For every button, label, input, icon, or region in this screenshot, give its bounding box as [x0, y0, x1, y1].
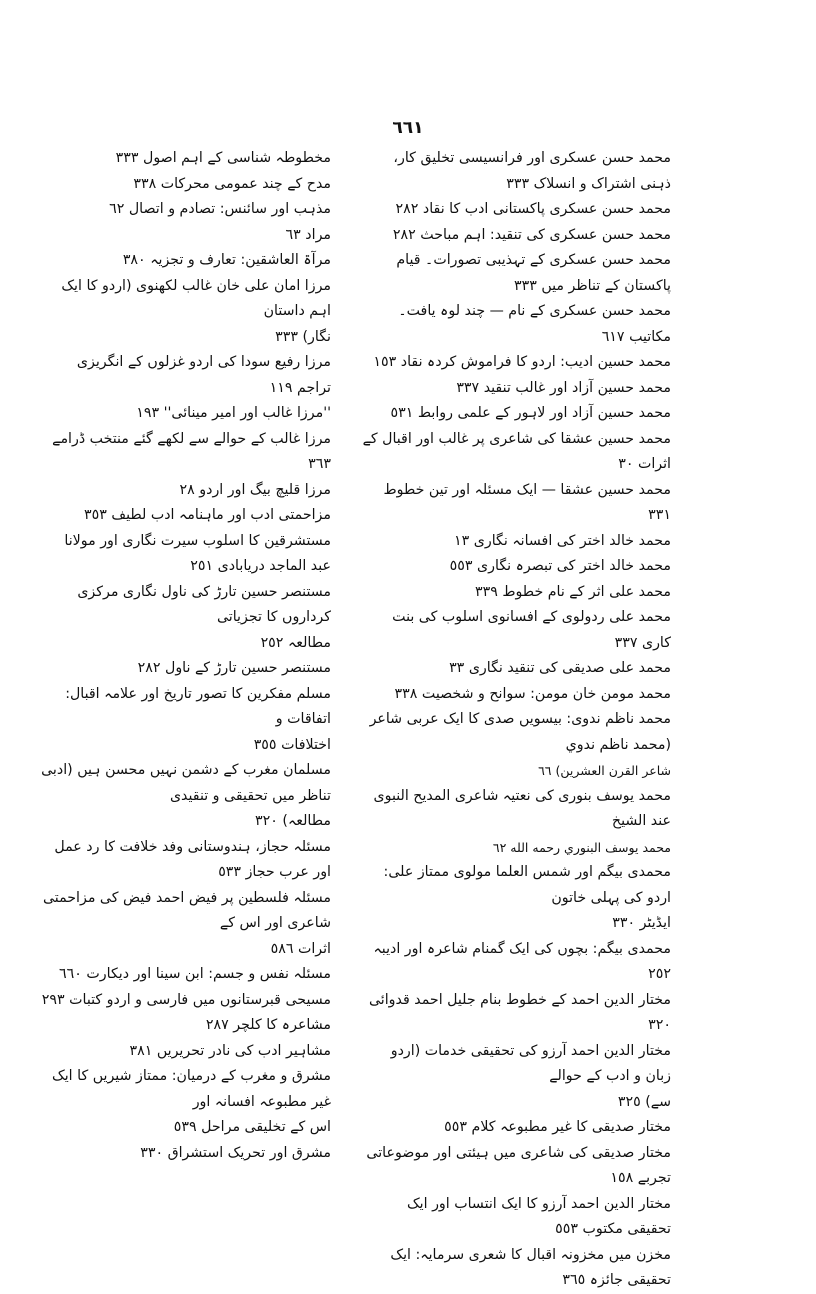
index-entry-continuation: اختلافات ٣٥٥ [253, 736, 331, 753]
index-entry: محمد حسن عسکری کی تنقید: اہم مباحث ٢٨٢ [392, 226, 671, 243]
index-entry: مشرق اور تحریک استشراق ٣٣٠ [140, 1144, 331, 1161]
index-entry: ''مرزا غالب اور امیر مینائی'' ١٩٣ [136, 405, 331, 421]
index-entry: محمد خالد اختر کی تبصرہ نگاری ٥٥٣ [449, 558, 671, 574]
index-entry: مشرق و مغرب کے درمیان: ممتاز شیریں کا ایک غیر مطبوعہ افسانہ اور [52, 1068, 331, 1110]
index-entry: مختار الدین احمد کے خطوط بنام جلیل احمد قدوائی ٣٢٠ [368, 991, 671, 1033]
index-entry: محمد مومن خان مومن: سوانح و شخصیت ٣٣٨ [394, 685, 671, 702]
index-entry: مشاعرہ کا کلچر ٢٨٧ [205, 1017, 331, 1033]
index-entry: مسیحی قبرستانوں میں فارسی و اردو کتبات ٢٩٣ [41, 991, 331, 1008]
index-entry: مستنصر حسین تارڑ کی ناول نگاری مرکزی کرداروں کا تجزیاتی [77, 583, 331, 625]
index-entry: محمد یوسف بنوری کی نعتیہ شاعری المدیح النبوی عند الشیخ [373, 787, 671, 829]
index-entry: مرزا غالب کے حوالے سے لکھے گئے منتخب ڈرامے ٣٦٣ [52, 430, 331, 472]
index-entry: مختار صدیقی کا غیر مطبوعہ کلام ٥٥٣ [444, 1119, 671, 1135]
index-column-left [41, 146, 331, 1166]
index-entry: مسئلہ فلسطین پر فیض احمد فیض کی مزاحمتی شاعری اور اس کے [42, 889, 331, 931]
index-entry: مدح کے چند عمومی محرکات ٣٣٨ [133, 175, 331, 192]
index-entry-continuation: شاعر القرن العشرين) ٦٦ [538, 763, 671, 778]
index-entry: مسلم مفکرین کا تصور تاریخ اور علامہ اقبال: اتفاقات و [65, 685, 331, 727]
index-entry-continuation: محمد يوسف البنوري رحمه الله ٦٢ [492, 839, 671, 855]
index-entry: مشاہیر ادب کی نادر تحریریں ٣٨١ [129, 1042, 331, 1059]
index-entry: محمد حسن عسکری کے نام — چند لوہ یافت۔ مکاتیب ٦١٧ [398, 303, 671, 345]
index-column-right [361, 146, 671, 1294]
index-entry-continuation: ایڈیٹر ٣٣٠ [612, 915, 671, 931]
index-entry: محمد حسین آزاد اور لاہور کے علمی روابط ٥٣١ [390, 405, 671, 421]
index-entry: محمد حسن عسکری پاکستانی ادب کا نقاد ٢٨٢ [395, 201, 671, 217]
index-entry: محمدی بیگم اور شمس العلما مولوی ممتاز علی: اردو کی پہلی خاتون [383, 864, 671, 906]
index-entry: محمد حسین آزاد اور غالب تنقید ٣٣٧ [456, 379, 671, 396]
index-entry: مسئلہ نفس و جسم: ابن سینا اور دیکارت ٦٦٠ [59, 966, 331, 982]
index-entry: مخزن میں مخزونہ اقبال کا شعری سرمایہ: ایک تحقیقی جائزہ ٣٦٥ [390, 1246, 671, 1288]
index-entry: مراد ٦٣ [285, 226, 331, 243]
index-entry: محمد علی صدیقی کی تنقید نگاری ٣٣ [449, 660, 671, 676]
index-entry: محمد ناظم ندوی: بیسویں صدی کا ایک عربی شاعر (محمد ناظم ندوي [369, 711, 671, 753]
index-entry: محمد حسین عشقا کی شاعری پر غالب اور اقبال کے اثرات ٣٠ [362, 430, 671, 472]
index-entry: محمد حسن عسکری کے تہذیبی تصورات۔ قیام پاکستان کے تناظر میں ٣٣٣ [396, 252, 671, 294]
index-entry-continuation: اس کے تخلیقی مراحل ٥٣٩ [173, 1119, 331, 1135]
index-entry: مرآۃ العاشقین: تعارف و تجزیہ ٣٨٠ [122, 252, 331, 268]
index-entry: محمد حسن عسکری اور فرانسیسی تخلیق کار، ذہنی اشتراک و انسلاک ٣٣٣ [393, 150, 671, 192]
index-entry-continuation: سے) ٣٢٥ [617, 1093, 671, 1110]
index-entry: محمد حسین ادیب: اردو کا فراموش کردہ نقاد ١٥٣ [373, 354, 671, 370]
index-entry: مختار صدیقی کی شاعری میں ہیئتی اور موضوعاتی تجربے ١٥٨ [366, 1144, 671, 1186]
index-entry: محمد علی اثر کے نام خطوط ٣٣٩ [474, 583, 671, 600]
index-entry: مرزا قلیچ بیگ اور اردو ٢٨ [179, 481, 331, 498]
index-entry: مرزا امان علی خان غالب لکھنوی (اردو کا ایک اہم داستان [61, 277, 331, 319]
index-entry-continuation: نگار) ٣٣٣ [275, 328, 331, 345]
index-entry: محمدی بیگم: بچوں کی ایک گمنام شاعرہ اور ادیبہ ٢٥٢ [373, 940, 671, 982]
index-entry: مرزا رفیع سودا کی اردو غزلوں کے انگریزی تراجم ١١٩ [76, 354, 331, 396]
index-entry: مسئلہ حجاز، ہندوستانی وفد خلافت کا رد عمل اور عرب حجاز ٥٣٣ [54, 838, 331, 880]
index-entry: مزاحمتی ادب اور ماہنامہ ادب لطیف ٣٥٣ [84, 507, 331, 523]
index-entry: محمد حسین عشقا — ایک مسئلہ اور تین خطوط ٣٣١ [383, 481, 671, 523]
index-entry: مذہب اور سائنس: تصادم و اتصال ٦٢ [109, 201, 331, 217]
index-entry: مختار الدین احمد آرزو کی تحقیقی خدمات (اردو زبان و ادب کے حوالے [390, 1042, 671, 1084]
index-entry-continuation: اثرات ٥٨٦ [270, 940, 331, 957]
index-entry: مستنصر حسین تارڑ کے ناول ٢٨٢ [137, 660, 331, 676]
index-entry-continuation: مطالعہ ٢٥٢ [260, 634, 331, 651]
index-entry: مستشرقین کا اسلوب سیرت نگاری اور مولانا عبد الماجد دریابادی ٢٥١ [64, 532, 331, 574]
index-entry: مسلمان مغرب کے دشمن نہیں محسن ہیں (ادبی تناظر میں تحقیقی و تنقیدی [41, 762, 331, 804]
index-entry-continuation: مطالعہ) ٣٢٠ [255, 813, 331, 829]
index-entry: مخطوطہ شناسی کے اہم اصول ٣٣٣ [115, 150, 331, 166]
index-entry: مختار الدین احمد آرزو کا ایک انتساب اور ایک تحقیقی مکتوب ٥٥٣ [406, 1195, 671, 1237]
page-number: ٦٦١ [392, 118, 424, 138]
index-entry: محمد علی ردولوی کے افسانوی اسلوب کی بنت کاری ٣٣٧ [392, 609, 671, 651]
index-entry: محمد خالد اختر کی افسانہ نگاری ١٣ [453, 532, 671, 549]
